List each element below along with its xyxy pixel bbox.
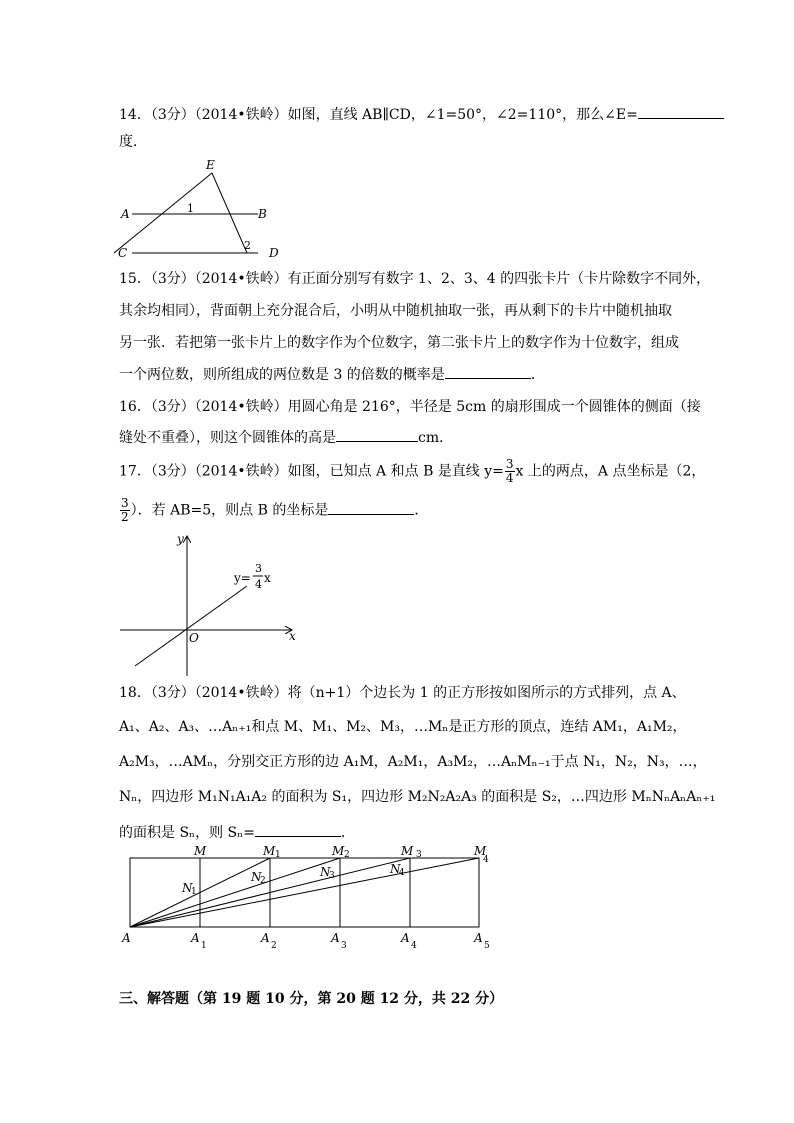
q14-answer-blank[interactable]	[638, 104, 724, 119]
label-n3-sub: 3	[329, 871, 335, 881]
label-a: A	[121, 207, 130, 221]
line-ed	[212, 173, 247, 253]
q17-line1	[119, 458, 705, 485]
q17-line2	[119, 497, 428, 524]
svg-text:4: 4	[255, 578, 262, 591]
label-n1-sub: 1	[191, 887, 197, 897]
q14-figure	[112, 155, 292, 260]
q15-line3: 另一张．若把第一张卡片上的数字作为个位数字，第二张卡片上的数字作为十位数字，组成	[119, 335, 679, 351]
x-label: x	[289, 629, 296, 643]
q17-fraction: $\frac{3}{4}$	[505, 457, 514, 485]
label-d: D	[269, 246, 279, 260]
label-a5-sub: 5	[484, 941, 490, 951]
section-heading: 三、解答题（第 19 题 10 分，第 20 题 12 分，共 22 分）	[119, 991, 504, 1007]
label-m: M	[194, 844, 207, 858]
label-m3-sub: 3	[416, 850, 422, 860]
q18-line5	[119, 822, 355, 842]
q18-line1: 18．（3分）（2014•铁岭）将（n+1）个边长为 1 的正方形按如图所示的方式排列，点 A、	[119, 685, 686, 701]
q18-line2: A₁、A₂、A₃、…Aₙ₊₁和点 M、M₁、M₂、M₃，…Mₙ是正方形的顶点，连结 AM₁，A₁M₂，	[119, 719, 687, 735]
label-a5: A	[474, 931, 483, 945]
q17-period: ．	[414, 502, 429, 519]
label-m1: M	[263, 844, 276, 858]
segment-am2	[130, 858, 340, 927]
label-a: A	[122, 931, 131, 945]
q18-line3: A₂M₃，…AMₙ，分别交正方形的边 A₁M，A₂M₁，A₃M₂，…AₙMₙ₋₁于点 N₁，N₂，N₃，…，	[119, 754, 707, 770]
y-label: y	[177, 532, 184, 546]
label-n2: N	[251, 870, 262, 884]
q17-answer-blank[interactable]	[328, 500, 414, 515]
svg-text:3: 3	[255, 562, 262, 575]
q18-period: ．	[340, 825, 355, 841]
line-y34x	[135, 586, 247, 666]
label-a1: A	[191, 931, 200, 945]
label-a2: A	[261, 931, 270, 945]
q18-line4: Nₙ，四边形 M₁N₁A₁A₂ 的面积为 S₁，四边形 M₂N₂A₂A₃ 的面积是 S₂，…四边形 MₙNₙAₙAₙ₊₁	[119, 789, 716, 805]
q16-line2	[119, 427, 453, 447]
label-m4-sub: 4	[483, 855, 489, 865]
label-a4: A	[401, 931, 410, 945]
label-2: 2	[244, 239, 251, 252]
label-n4-sub: 4	[399, 868, 405, 878]
q17-text: 17．（3分）（2014•铁岭）如图，已知点 A 和点 B 是直线 y=	[119, 463, 504, 480]
label-m2-sub: 2	[344, 850, 350, 860]
equation-label	[233, 562, 271, 591]
label-m1-sub: 1	[275, 850, 281, 860]
q17-coord-fraction: $\frac{3}{2}$	[121, 496, 129, 524]
q15-line4	[119, 364, 545, 384]
svg-text:y=: y=	[234, 571, 251, 585]
label-n1: N	[182, 881, 193, 895]
label-n3: N	[320, 865, 331, 879]
label-c: C	[118, 246, 128, 260]
q16-line1: 16．（3分）（2014•铁岭）用圆心角是 216°，半径是 5cm 的扇形围成一个圆锥体的侧面（接	[119, 399, 701, 415]
label-e: E	[206, 158, 215, 172]
q16-text: 缝处不重叠），则这个圆锥体的高是	[119, 430, 336, 446]
label-n4: N	[390, 862, 401, 876]
q17-figure	[115, 530, 305, 680]
label-1: 1	[187, 202, 194, 215]
q15-answer-blank[interactable]	[445, 364, 531, 379]
label-a3-sub: 3	[341, 941, 347, 951]
q16-unit: cm．	[418, 430, 454, 446]
q17-text-mid: x 上的两点，A 点坐标是（2，	[515, 463, 706, 480]
q15-period: ．	[530, 367, 545, 383]
label-a3: A	[331, 931, 340, 945]
svg-text:x: x	[264, 571, 271, 585]
q15-text: 一个两位数，则所组成的两位数是 3 的倍数的概率是	[119, 367, 445, 383]
q15-line2: 其余均相同），背面朝上充分混合后，小明从中随机抽取一张，再从剩下的卡片中随机抽取	[119, 303, 672, 319]
label-a2-sub: 2	[271, 941, 277, 951]
origin-label: O	[189, 631, 199, 645]
q14-line2: 度．	[119, 134, 147, 150]
label-m2: M	[332, 844, 345, 858]
q14-line1	[119, 104, 724, 124]
q15-line1: 15．（3分）（2014•铁岭）有正面分别写有数字 1、2、3、4 的四张卡片（卡片除数字不同外，	[119, 271, 711, 287]
label-b: B	[258, 207, 267, 221]
q16-answer-blank[interactable]	[336, 427, 418, 442]
label-n2-sub: 2	[260, 876, 266, 886]
q17-text2: ）．若 AB=5，则点 B 的坐标是	[130, 502, 329, 519]
q18-text: 的面积是 Sₙ，则 Sₙ=	[119, 825, 255, 841]
label-a1-sub: 1	[201, 941, 207, 951]
label-a4-sub: 4	[411, 941, 417, 951]
q18-answer-blank[interactable]	[255, 822, 341, 837]
label-m4: M	[474, 844, 487, 858]
label-m3: M	[401, 844, 414, 858]
q18-figure	[112, 842, 502, 952]
q14-text: 14．（3分）（2014•铁岭）如图，直线 AB∥CD，∠1=50°，∠2=110°，那么∠E=	[119, 107, 638, 123]
